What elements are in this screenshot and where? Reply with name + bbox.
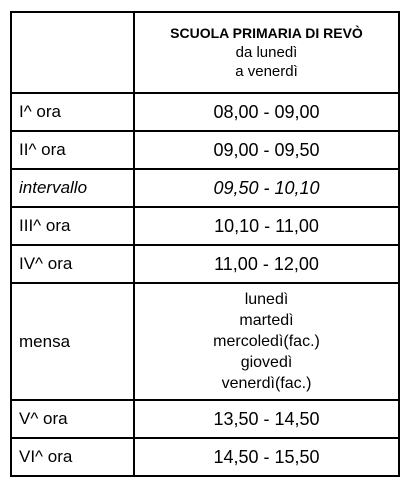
header-empty-cell bbox=[11, 12, 134, 93]
period-label: V^ ora bbox=[11, 400, 134, 438]
mensa-day: martedì bbox=[239, 312, 294, 329]
header-row bbox=[11, 12, 399, 93]
header-cell bbox=[134, 12, 399, 93]
table-row bbox=[11, 207, 399, 245]
table-row bbox=[11, 438, 399, 476]
mensa-label: mensa bbox=[11, 283, 134, 400]
period-label: II^ ora bbox=[11, 131, 134, 169]
period-label: III^ ora bbox=[11, 207, 134, 245]
period-time: 08,00 - 09,00 bbox=[134, 93, 399, 131]
period-label: I^ ora bbox=[11, 93, 134, 131]
schedule-table bbox=[10, 11, 400, 477]
period-time: 10,10 - 11,00 bbox=[134, 207, 399, 245]
period-label: intervallo bbox=[11, 169, 134, 207]
table-row bbox=[11, 131, 399, 169]
school-title: SCUOLA PRIMARIA DI REVÒ bbox=[170, 25, 363, 41]
table-row bbox=[11, 169, 399, 207]
days-to: a venerdì bbox=[235, 63, 298, 80]
period-label: VI^ ora bbox=[11, 438, 134, 476]
days-from: da lunedì bbox=[235, 44, 298, 61]
period-time: 09,50 - 10,10 bbox=[134, 169, 399, 207]
period-time: 11,00 - 12,00 bbox=[134, 245, 399, 283]
mensa-row bbox=[11, 283, 399, 400]
mensa-day: giovedì bbox=[240, 354, 293, 371]
period-label: IV^ ora bbox=[11, 245, 134, 283]
mensa-day: venerdì(fac.) bbox=[221, 375, 312, 392]
mensa-day: mercoledì(fac.) bbox=[213, 333, 320, 350]
table-row bbox=[11, 93, 399, 131]
table-row bbox=[11, 245, 399, 283]
mensa-day: lunedì bbox=[244, 291, 289, 308]
period-time: 09,00 - 09,50 bbox=[134, 131, 399, 169]
mensa-days bbox=[134, 283, 399, 400]
table-row bbox=[11, 400, 399, 438]
period-time: 13,50 - 14,50 bbox=[134, 400, 399, 438]
period-time: 14,50 - 15,50 bbox=[134, 438, 399, 476]
